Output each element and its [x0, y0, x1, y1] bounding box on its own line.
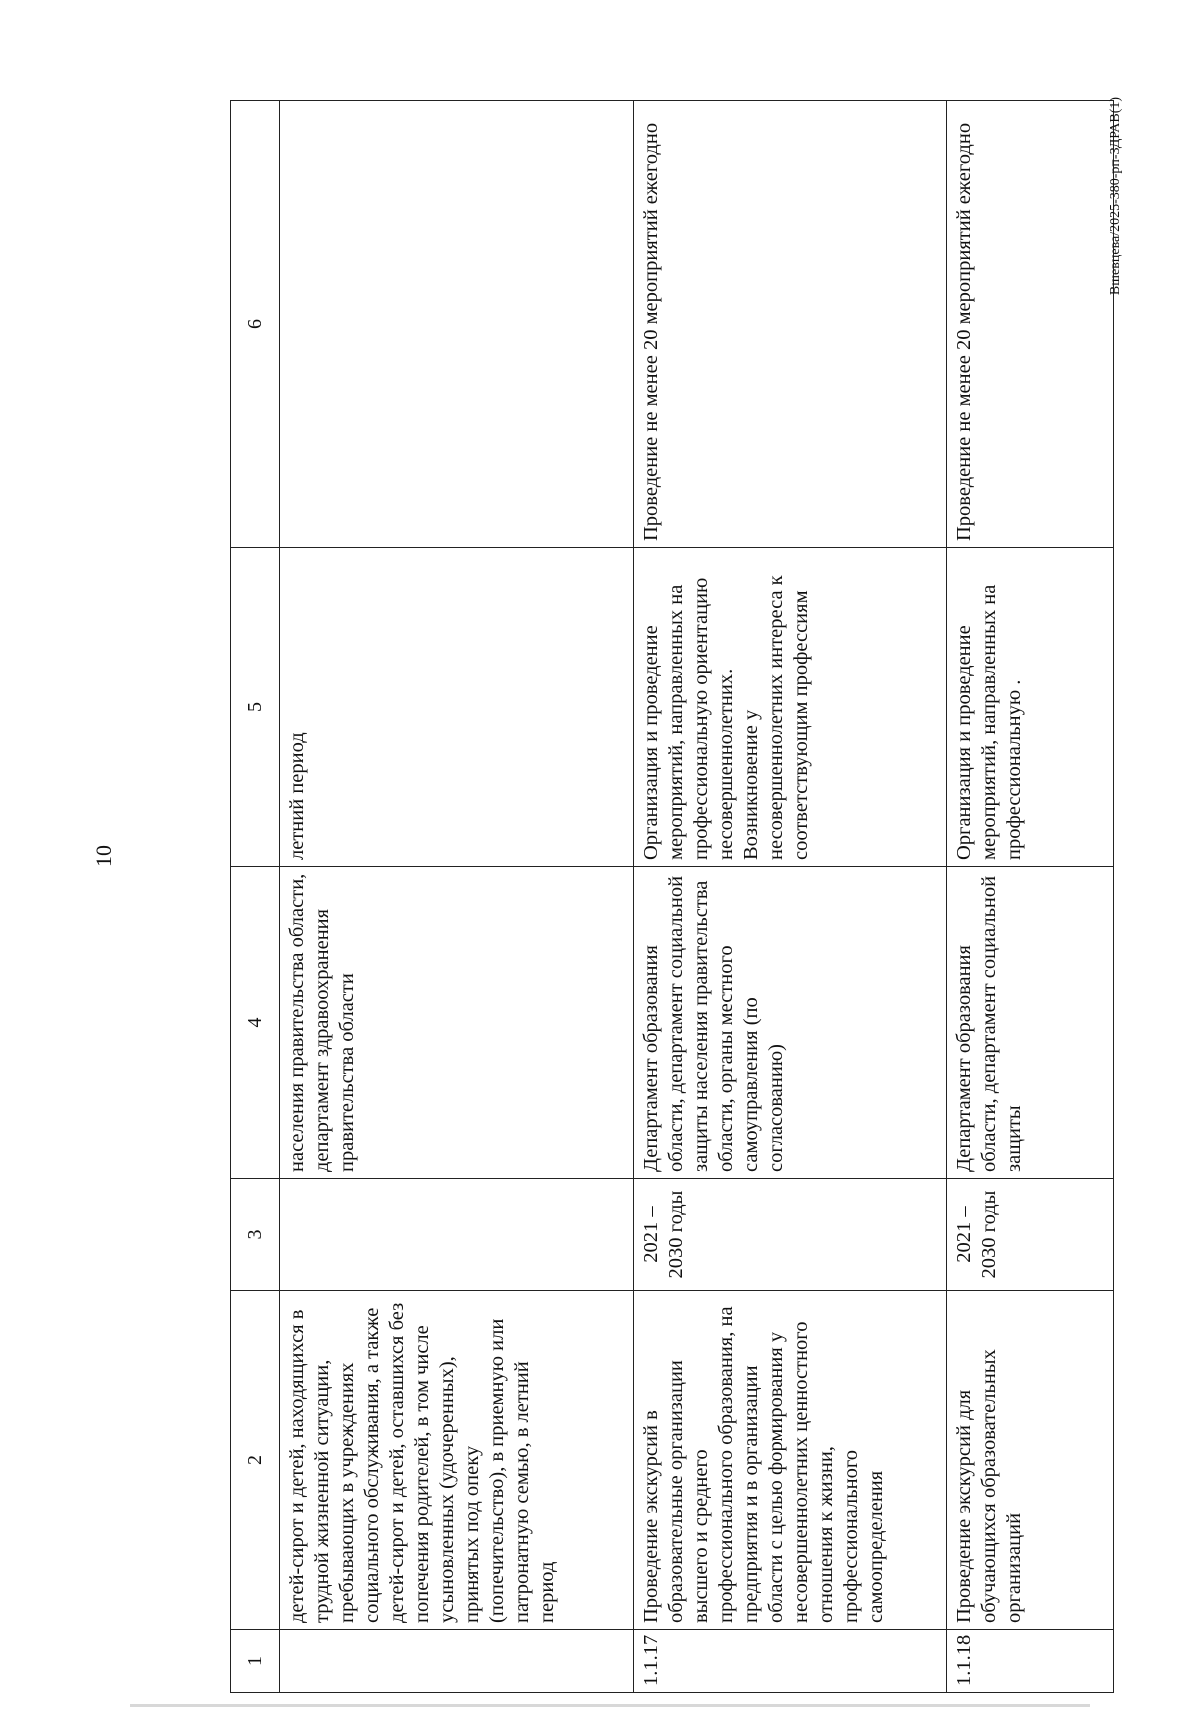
- header-col-5: 5: [231, 548, 280, 867]
- cell-result: Организация и проведение мероприятий, направленных на профессиональную ориентацию несовершеннолетних. Возникновение у несовершеннолетних интереса к соответствующим профессиям: [634, 548, 947, 867]
- cell-number: [280, 1630, 634, 1693]
- header-col-2: 2: [231, 1291, 280, 1630]
- cell-executors: населения правительства области, департамент здравоохранения правительства области: [280, 867, 634, 1179]
- table-row: [947, 101, 1114, 1693]
- cell-executors: Департамент образования области, департамент социальной защиты населения правительства области, органы местного самоуправления (по согласованию): [634, 867, 947, 1179]
- cell-period: 2021 – 2030 годы: [947, 1179, 1114, 1291]
- cell-period: 2021 – 2030 годы: [634, 1179, 947, 1291]
- cell-event: детей-сирот и детей, находящихся в трудной жизненной ситуации, пребывающих в учреждениях социального обслуживания, а также детей-сирот и детей, оставшихся без попечения родителей, в том числе усыновленных (удочеренных), принятых под опеку (попечительство), в приемную или патронатную семью, в летний период: [280, 1291, 634, 1630]
- footer-code-text: Вшевцева/2025-380-рп-ЗДРАВ(1): [1108, 96, 1123, 296]
- cell-indicator: [280, 101, 634, 548]
- header-col-3: 3: [231, 1179, 280, 1291]
- scan-edge-line: [130, 1704, 1090, 1707]
- cell-event: Проведение экскурсий для обучающихся образовательных организаций: [947, 1291, 1114, 1630]
- table-row: [280, 101, 634, 1693]
- cell-number: 1.1.17: [634, 1630, 947, 1693]
- cell-indicator: Проведение не менее 20 мероприятий ежегодно: [947, 101, 1114, 548]
- page-number: 10: [91, 845, 116, 867]
- cell-executors: Департамент образования области, департамент социальной защиты: [947, 867, 1114, 1179]
- table-row: [634, 101, 947, 1693]
- plan-table: [230, 100, 1114, 1693]
- header-col-4: 4: [231, 867, 280, 1179]
- cell-event: Проведение экскурсий в образовательные организации высшего и среднего профессионального образования, на предприятия и в организации области с целью формирования у несовершеннолетних ценностного отношения к жизни, профессионального самоопределения: [634, 1291, 947, 1630]
- plan-table-rotated: [230, 101, 1114, 1693]
- cell-number: 1.1.18: [947, 1630, 1114, 1693]
- header-col-6: 6: [231, 101, 280, 548]
- cell-result: Организация и проведение мероприятий, направленных на профессиональную .: [947, 548, 1114, 867]
- cell-result: летний период: [280, 548, 634, 867]
- header-col-1: 1: [231, 1630, 280, 1693]
- table-header-row: [231, 101, 280, 1693]
- cell-indicator: Проведение не менее 20 мероприятий ежегодно: [634, 101, 947, 548]
- cell-period: [280, 1179, 634, 1291]
